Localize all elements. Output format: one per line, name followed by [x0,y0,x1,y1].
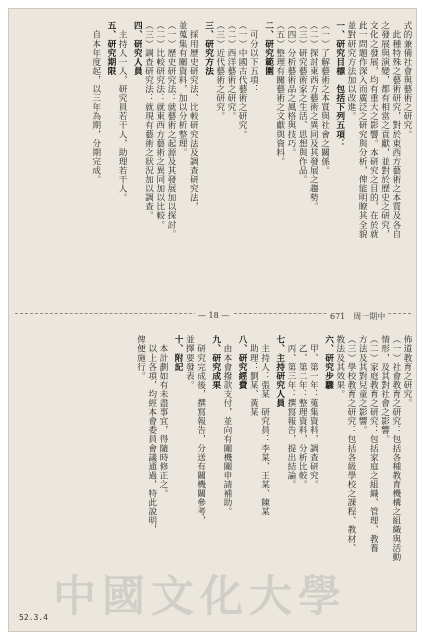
section-heading: 六、研究步驟 [323,335,334,390]
text-column: 之發展與演變，都有相當之貢獻，並對於歷史之研究， [379,21,390,239]
section-heading: 十、附記 [173,335,184,372]
date-stamp: 52.3.4 [19,613,48,622]
lower-text-block [14,335,412,607]
text-column: 情形，及其對社會之影響。 [379,335,390,444]
text-column: 佈道教育之研究。 [402,335,412,408]
text-column: （三）學校教育之研究：包括各級學校之課程、教材、 [345,335,356,553]
text-column: （二）探討東西方藝術之異同及其發展之趨勢。 [308,21,319,212]
text-column: 乙、第二年：整理資料，分析比較。 [297,335,308,489]
upper-text-block [14,21,412,293]
text-column: 文化之發展，均有重大之影響。本研究之目的，在於就 [368,21,379,239]
text-column: 甲、第一年：蒐集資料，調查研究。 [308,335,319,489]
text-column: （三）近代藝術之研究。 [214,21,225,121]
text-column: （二）比較研究法：就東西方藝術之異同加以比較。 [154,21,165,230]
text-column: 式的兼備社會與藝術之研究。 [402,21,412,139]
text-column: 丙、第三年：撰寫報告，提出結論。 [285,335,296,489]
text-column: 教法及其效果。 [334,335,345,399]
text-column: 並蒐集有關資料，加以分析整理。 [177,21,188,157]
section-heading: 三、研究方法 [203,21,214,76]
text-column: （一）了解藝術之本質與社會之關係。 [319,21,330,175]
text-column: （四）分析藝術品之風格與技巧。 [285,21,296,157]
text-column: （三）調查研究法：就現有藝術之狀況加以調查。 [143,21,154,221]
text-column: 以上各項，均經本會委員會議通過，特此說明， [146,335,157,535]
section-heading: 四、研究人員 [132,21,143,76]
text-column: 並擇要發表。 [184,335,195,390]
document-page [8,8,417,632]
text-column: 自本年度起，以三年為期，分期完成。 [90,21,101,184]
section-heading: 七、主持研究人員 [274,335,285,408]
text-column: （一）歷史研究法：就藝術之起源及其發展加以探討。 [165,21,176,239]
watermark: 中國文化大學 [53,572,347,622]
text-column: 研究完成後，撰寫報告，分送有關機關參考， [195,335,206,526]
text-column: 此一問題作深入而廣泛之研究與分析，俾能明瞭其全貌 [357,21,368,239]
text-column: 方法及其對兒童之影響。 [357,335,368,435]
text-column: （二）西洋藝術之研究。 [225,21,236,121]
text-column: （三）研究藝術家之生活、思想與作品。 [297,21,308,184]
section-heading: 五、研究期限 [105,21,116,76]
text-column: 主持人一人，研究員若干人，助理若干人。 [117,21,128,202]
text-column: 助理：劉某、黃某 [248,335,259,417]
section-heading: 八、研究經費 [237,335,248,390]
text-column: 本計劃如有未盡事宜，得隨時修正之。 [157,335,168,498]
text-column: 此種特殊之藝術研究，對於東西方藝術之本質及各自 [390,21,401,239]
text-column: （一）社會教育之研究：包括各種教育機構之組織與活動 [390,335,401,562]
page-number: — 18 — [195,311,232,320]
text-column: 可分以下五項： [248,21,259,94]
section-heading: 二、研究範圍 [263,21,274,76]
text-column: 主持人：張某 研究員：李某、王某、陳某 [259,335,270,516]
text-column: 並對研究方法加以改進。 [345,21,356,121]
text-column: 採用歷史研究法、比較研究法及調查研究法， [188,21,199,212]
section-heading: 一、研究目標 包括下列五項： [334,21,345,148]
text-column: 由本會撥款支付，並向有關機關申請補助。 [221,335,232,516]
text-column: （二）家庭教育之研究：包括家庭之組織、管理、教養 [368,335,379,553]
issue-label: 671 周一期中 [327,311,388,322]
text-column: （五）整理有關藝術之文獻與資料。 [274,21,285,166]
text-column: （一）中國古代藝術之研究。 [237,21,248,139]
text-column: 俾便施行。 [135,335,146,381]
section-heading: 九、研究成果 [210,335,221,390]
